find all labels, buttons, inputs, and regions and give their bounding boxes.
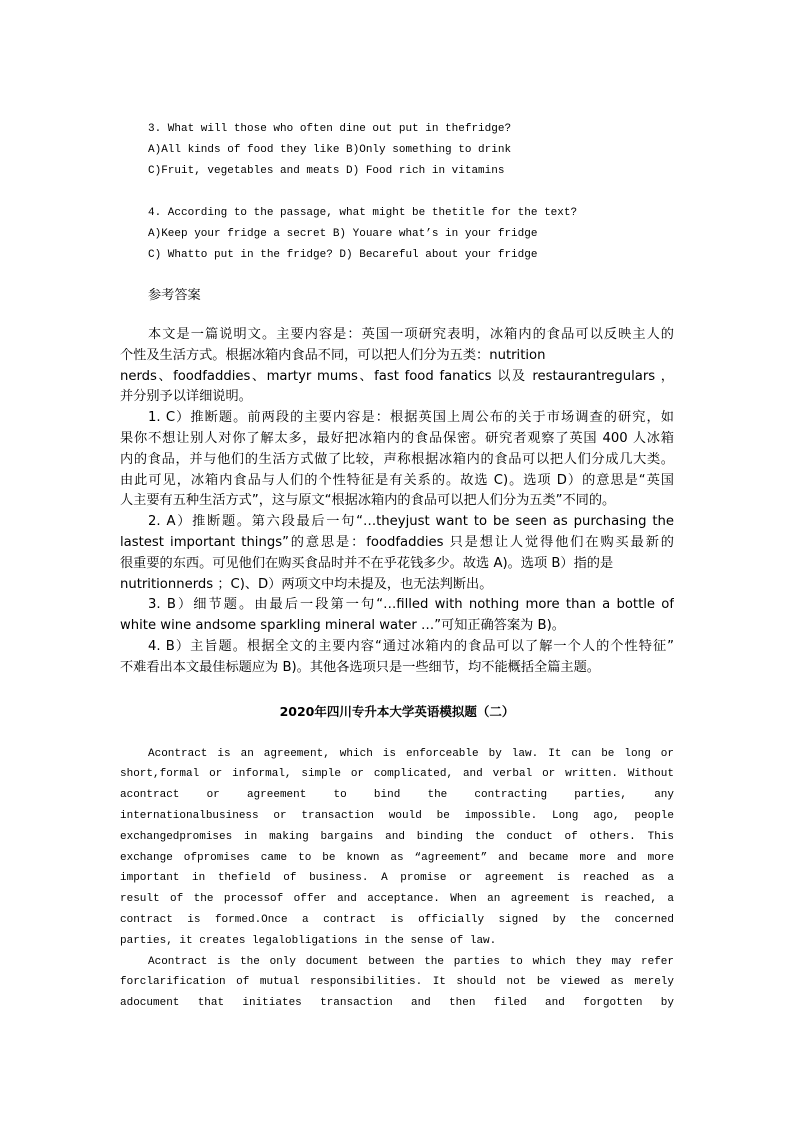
question-options: A)All kinds of food they like B)Only something to drink	[148, 144, 512, 156]
passage-line: forclarification of mutual responsibilities. It should not be viewed as merely	[120, 976, 674, 989]
passage-line: acontract or agreement to bind the contracting parties, any	[120, 789, 674, 802]
answer-line: 2. A）推断题。第六段最后一句“…theyjust want to be seen as purchasing the	[148, 514, 674, 530]
passage-line: parties, it creates legalobligations in the sense of law.	[120, 934, 497, 947]
question-options: A)Keep your fridge a secret B) Youare what’s in your fridge	[148, 228, 538, 240]
passage-line: important in thefield of business. A promise or agreement is reached as a	[120, 872, 674, 885]
question-options: C)Fruit, vegetables and meats D) Food rich in vitamins	[148, 165, 505, 177]
answer-line: 由此可见，冰箱内食品与人们的个性特征是有关系的。故选 C)。选项 D）的意思是“英国	[120, 472, 674, 488]
question-text: 3. What will those who often dine out put in thefridge?	[148, 123, 512, 135]
answer-line: 并分别予以详细说明。	[120, 389, 252, 405]
answer-line: 4. B）主旨题。根据全文的主要内容“通过冰箱内的食品可以了解一个人的个性特征”	[148, 638, 674, 654]
document-page	[120, 119, 674, 1014]
answer-line: 个性及生活方式。根据冰箱内食品不同，可以把人们分为五类：nutrition	[120, 347, 546, 363]
answer-line: 内的食品，并与他们的生活方式做了比较，声称根据冰箱内的食品可以把人们分成几大类。	[120, 451, 674, 467]
answer-line: 不难看出本文最佳标题应为 B)。其他各选项只是一些细节，均不能概括全篇主题。	[120, 659, 600, 675]
question-text: 4. According to the passage, what might be thetitle for the text?	[148, 207, 578, 219]
question-3	[120, 119, 674, 182]
answer-line: 人主要有五种生活方式”，这与原文“根据冰箱内的食品可以把人们分为五类”不同的。	[120, 493, 616, 509]
passage-line: adocument that initiates transaction and then filed and forgotten by	[120, 997, 674, 1010]
reading-passage	[120, 744, 674, 1014]
passage-line: exchange ofpromises came to be known as “agreement” and became more and more	[120, 851, 674, 864]
passage-line: Acontract is an agreement, which is enforceable by law. It can be long or	[148, 747, 674, 760]
answers-heading: 参考答案	[148, 288, 201, 303]
question-4	[120, 203, 674, 266]
passage-line: internationalbusiness or transaction would be impossible. Long ago, people	[120, 809, 674, 822]
answer-line: lastest important things”的意思是：foodfaddies 只是想让人觉得他们在购买最新的	[120, 534, 674, 550]
question-options: C) Whatto put in the fridge? D) Becareful about your fridge	[148, 249, 538, 261]
answer-line: 3. B）细节题。由最后一段第一句“…filled with nothing more than a bottle of	[148, 597, 674, 613]
answer-line: nerds、foodfaddies、martyr mums、fast food fanatics 以及 restaurantregulars ，	[120, 368, 674, 384]
answer-line: 果你不想让别人对你了解太多，最好把冰箱内的食品保密。研究者观察了英国 400 人冰箱	[120, 430, 674, 446]
passage-line: exchangedpromises in making bargains and binding the conduct of others. This	[120, 830, 674, 843]
passage-line: Acontract is the only document between the parties to which they may refer	[148, 955, 674, 968]
answer-line: nutritionnerds ；C)、D）两项文中均未提及，也无法判断出。	[120, 576, 493, 592]
passage-line: contract is formed.Once a contract is officially signed by the concerned	[120, 913, 674, 926]
answer-line: white wine andsome sparkling mineral water …”可知正确答案为 B)。	[120, 618, 565, 634]
answer-line: 很重要的东西。可见他们在购买食品时并不在乎花钱多少。故选 A)。选项 B）指的是	[120, 555, 614, 571]
passage-line: short,formal or informal, simple or complicated, and verbal or written. Without	[120, 768, 674, 781]
answers-explanation	[120, 325, 674, 679]
answer-line: 本文是一篇说明文。主要内容是：英国一项研究表明，冰箱内的食品可以反映主人的	[148, 327, 674, 342]
section-title: 2020年四川专升本大学英语模拟题（二）	[279, 703, 515, 719]
answer-line: 1. C）推断题。前两段的主要内容是：根据英国上周公布的关于市场调查的研究，如	[148, 410, 674, 426]
passage-line: result of the processof offer and acceptance. When an agreement is reached, a	[120, 893, 674, 906]
